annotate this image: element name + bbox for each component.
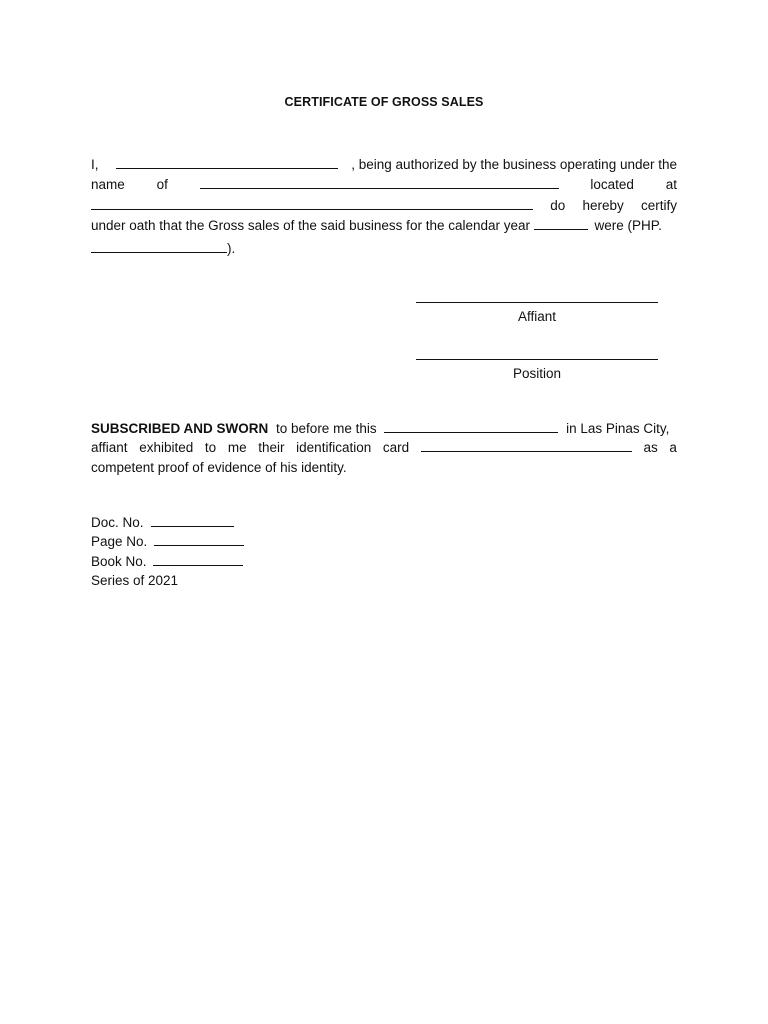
word-located: located	[590, 177, 634, 192]
word-at: at	[665, 177, 677, 192]
paragraph-line-4	[91, 216, 677, 236]
city-text: in Las Pinas City,	[566, 421, 670, 436]
page-no-row	[91, 532, 244, 551]
doc-no-row	[91, 513, 244, 532]
series-row	[91, 571, 244, 590]
affiant-signature-block	[416, 301, 658, 324]
paragraph-line-3	[91, 196, 677, 216]
name-blank	[116, 155, 338, 169]
word-affiant: affiant	[91, 440, 128, 455]
closing-paren-text: ).	[227, 241, 236, 256]
authorization-text: , being authorized by the business operating under the	[351, 157, 677, 172]
word-hereby: hereby	[582, 198, 624, 213]
word-to: to	[204, 440, 217, 455]
word-card: card	[382, 440, 410, 455]
book-no-row	[91, 552, 244, 571]
position-signature-line	[416, 358, 658, 360]
jurat-line-3	[91, 458, 677, 478]
jurat-line-1	[91, 419, 677, 439]
word-certify: certify	[640, 198, 677, 213]
calendar-year-blank	[534, 216, 588, 230]
word-of: of	[156, 177, 168, 192]
business-address-blank	[91, 196, 533, 210]
word-identification: identification	[296, 440, 372, 455]
word-as: as	[643, 440, 658, 455]
series-label: Series of 2021	[91, 572, 179, 588]
affiant-label: Affiant	[517, 309, 557, 324]
paragraph-line-5	[91, 239, 677, 259]
word-name: name	[91, 177, 125, 192]
position-label: Position	[512, 366, 562, 381]
date-blank	[384, 419, 558, 433]
doc-no-blank	[151, 513, 234, 527]
oath-text: under oath that the Gross sales of the said business for the calendar year	[91, 218, 531, 233]
subscribed-sworn-heading: SUBSCRIBED AND SWORN	[91, 421, 269, 436]
word-a: a	[669, 440, 677, 455]
word-do: do	[550, 198, 566, 213]
gross-sales-amount-blank	[91, 239, 227, 253]
paragraph-line-1	[91, 155, 677, 175]
proof-text: competent proof of evidence of his identity.	[91, 460, 347, 475]
document-title: CERTIFICATE OF GROSS SALES	[284, 95, 484, 109]
jurat-line-2	[91, 438, 677, 458]
paragraph-line-2	[91, 175, 677, 195]
word-their: their	[258, 440, 285, 455]
id-card-blank	[421, 438, 632, 452]
word-me: me	[227, 440, 247, 455]
business-name-blank	[200, 175, 559, 189]
affiant-signature-line	[416, 301, 658, 303]
notarial-register	[91, 513, 244, 590]
position-signature-block	[416, 358, 658, 381]
word-exhibited: exhibited	[139, 440, 194, 455]
book-no-label: Book No.	[91, 553, 147, 569]
pronoun-i: I,	[91, 157, 99, 172]
before-me-text: to before me this	[276, 421, 377, 436]
doc-no-label: Doc. No.	[91, 515, 144, 530]
page-no-blank	[154, 532, 244, 546]
were-php-text: were (PHP.	[594, 218, 662, 233]
page-no-label: Page No.	[91, 534, 148, 550]
book-no-blank	[153, 552, 243, 566]
